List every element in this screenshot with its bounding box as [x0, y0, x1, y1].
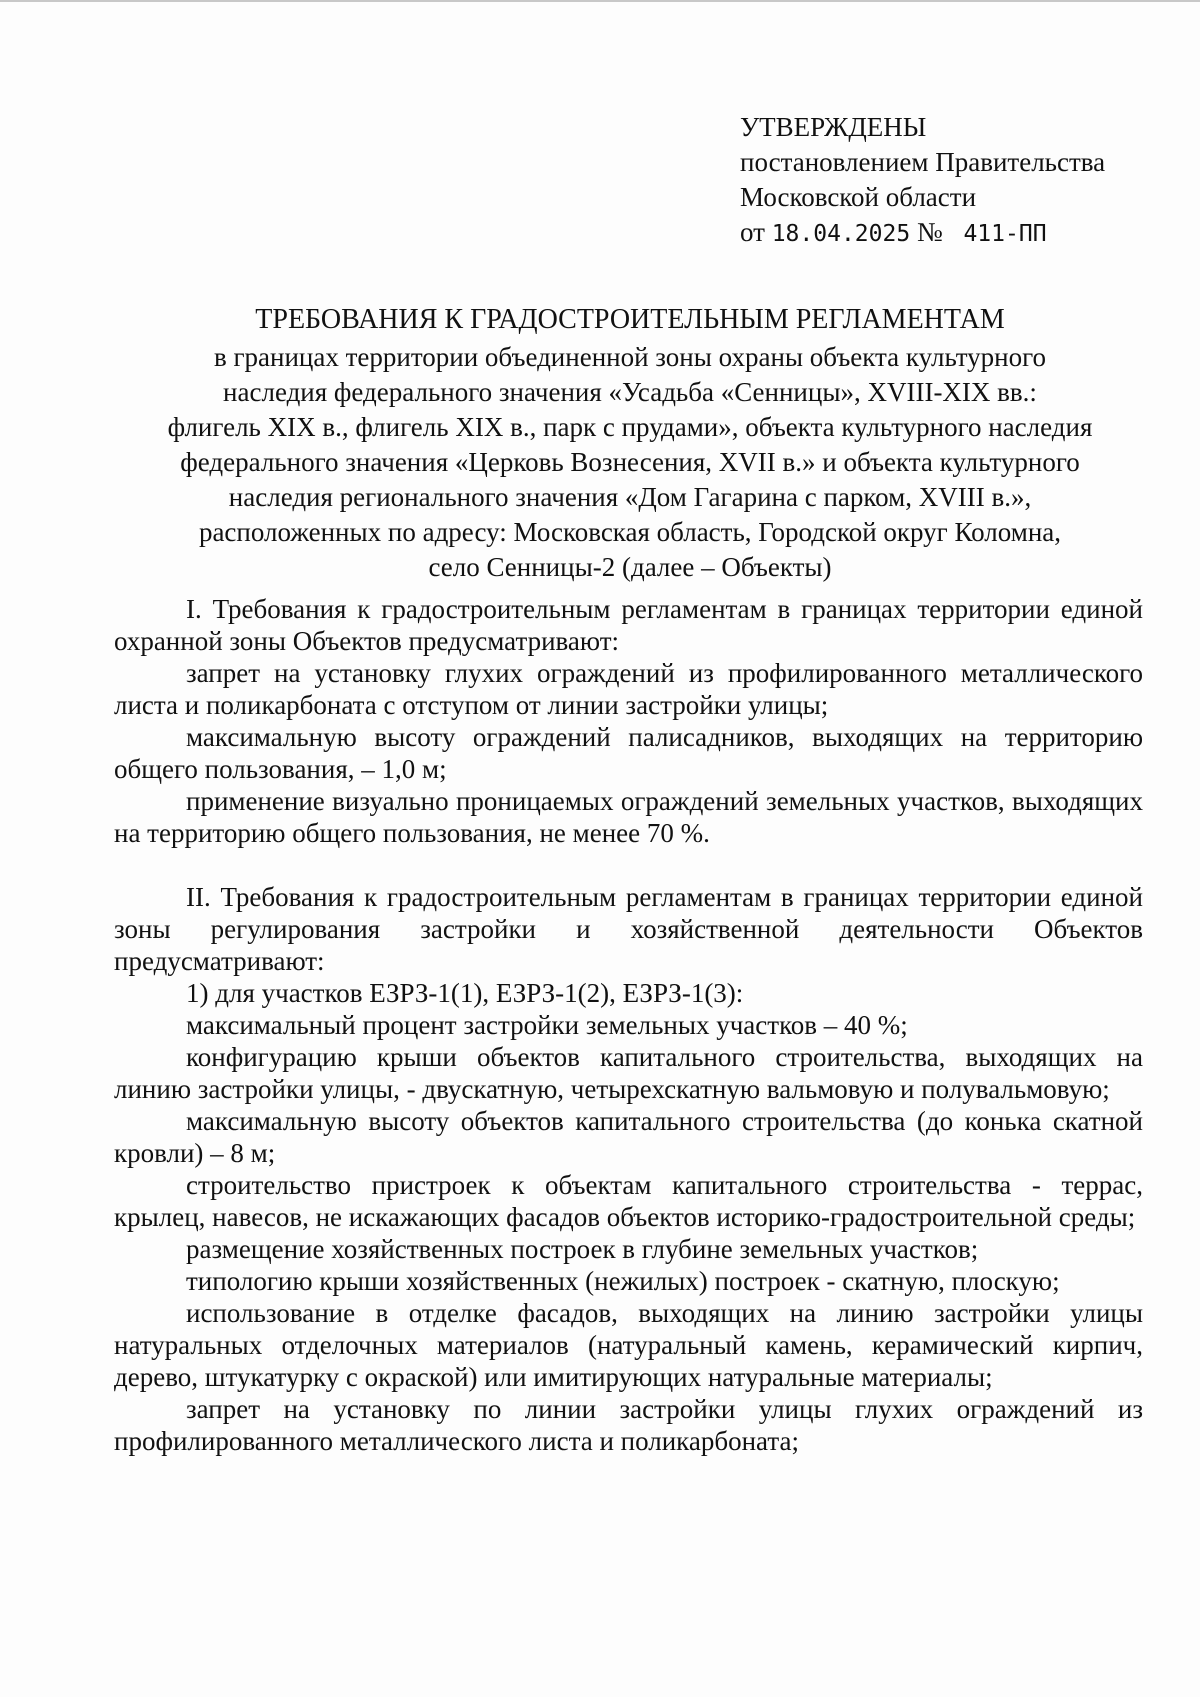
section-2-item: максимальную высоту объектов капитального строительства (до конька скатной кровли) – 8 м;	[114, 1106, 1143, 1168]
document-body	[114, 593, 1143, 1457]
scan-edge-line	[0, 0, 1200, 2]
section-2-item: максимальный процент застройки земельных участков – 40 %;	[186, 1010, 908, 1040]
title-line: наследия регионального значения «Дом Гагарина с парком, XVIII в.»,	[228, 482, 1032, 512]
title-line: флигель XIX в., флигель XIX в., парк с прудами», объекта культурного наследия	[167, 412, 1093, 442]
title-line: федерального значения «Церковь Вознесения, XVII в.» и объекта культурного	[180, 447, 1080, 477]
approval-line-2: Московской области	[740, 182, 977, 212]
approval-heading: УТВЕРЖДЕНЫ	[740, 112, 927, 142]
section-2-item: использование в отделке фасадов, выходящих на линию застройки улицы натуральных отделочных материалов (натуральный камень, керамический кирпич, дерево, штукатурку с окраской) или имитирующих натуральные материалы;	[114, 1298, 1143, 1392]
title-line: наследия федерального значения «Усадьба «Сенницы», XVIII-XIX вв.:	[223, 377, 1037, 407]
section-1-item: применение визуально проницаемых ограждений земельных участков, выходящих на территорию общего пользования, не менее 70 %.	[114, 786, 1143, 848]
approval-line-1: постановлением Правительства	[740, 147, 1106, 177]
title-line: расположенных по адресу: Московская область, Городской округ Коломна,	[198, 517, 1062, 547]
section-2-intro: II. Требования к градостроительным регламентам в границах территории единой зоны регулирования застройки и хозяйственной деятельности Объектов предусматривают:	[114, 882, 1143, 976]
approval-stamp	[740, 110, 1180, 252]
number-sign: №	[916, 217, 943, 247]
document-title	[110, 300, 1150, 585]
section-1-item: максимальную высоту ограждений палисадников, выходящих на территорию общего пользования, – 1,0 м;	[114, 722, 1143, 784]
section-2-item: размещение хозяйственных построек в глубине земельных участков;	[186, 1234, 979, 1264]
section-1-item: запрет на установку глухих ограждений из профилированного металлического листа и поликарбоната с отступом от линии застройки улицы;	[114, 658, 1143, 720]
approval-date-line	[740, 215, 1180, 252]
section-2-item: запрет на установку по линии застройки улицы глухих ограждений из профилированного металлического листа и поликарбоната;	[114, 1394, 1143, 1456]
date-prefix: от	[740, 217, 765, 247]
approval-date: 18.04.2025	[771, 221, 911, 247]
title-line: в границах территории объединенной зоны охраны объекта культурного	[213, 342, 1047, 372]
section-2-item: конфигурацию крыши объектов капитального строительства, выходящих на линию застройки улицы, - двускатную, четырехскатную вальмовую и полувальмовую;	[114, 1042, 1143, 1104]
section-2-item: типологию крыши хозяйственных (нежилых) построек - скатную, плоскую;	[186, 1266, 1060, 1296]
section-1-intro: I. Требования к градостроительным регламентам в границах территории единой охранной зоны Объектов предусматривают:	[114, 594, 1143, 656]
title-main: ТРЕБОВАНИЯ К ГРАДОСТРОИТЕЛЬНЫМ РЕГЛАМЕНТАМ	[255, 304, 1005, 335]
title-line: село Сенницы-2 (далее – Объекты)	[428, 552, 832, 582]
approval-number: 411-ПП	[963, 221, 1047, 247]
section-2-item: строительство пристроек к объектам капитального строительства - террас, крылец, навесов, не искажающих фасадов объектов историко-градостроительной среды;	[114, 1170, 1143, 1232]
section-2-subheading: 1) для участков ЕЗРЗ-1(1), ЕЗРЗ-1(2), ЕЗРЗ-1(3):	[186, 978, 744, 1008]
